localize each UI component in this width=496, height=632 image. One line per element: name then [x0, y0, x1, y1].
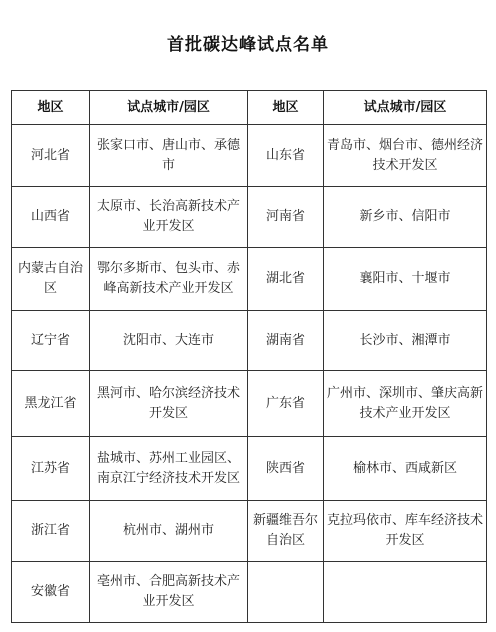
region-cell: 广东省 — [248, 371, 324, 437]
cities-cell: 克拉玛依市、库车经济技术开发区 — [324, 501, 487, 562]
cities-cell: 榆林市、西咸新区 — [324, 437, 487, 501]
header-region-left: 地区 — [12, 91, 90, 125]
cities-cell: 新乡市、信阳市 — [324, 187, 487, 248]
table-row — [12, 562, 487, 623]
cities-cell: 沈阳市、大连市 — [90, 311, 248, 371]
cities-cell — [324, 562, 487, 623]
cities-cell: 青岛市、烟台市、德州经济技术开发区 — [324, 125, 487, 187]
cities-cell: 太原市、长治高新技术产业开发区 — [90, 187, 248, 248]
region-cell: 湖南省 — [248, 311, 324, 371]
table-header-row — [12, 91, 487, 125]
region-cell: 内蒙古自治区 — [12, 248, 90, 311]
table-row — [12, 125, 487, 187]
region-cell: 陕西省 — [248, 437, 324, 501]
cities-cell: 鄂尔多斯市、包头市、赤峰高新技术产业开发区 — [90, 248, 248, 311]
region-cell: 新疆维吾尔自治区 — [248, 501, 324, 562]
header-region-right: 地区 — [248, 91, 324, 125]
table-row — [12, 437, 487, 501]
header-cities-right: 试点城市/园区 — [324, 91, 487, 125]
region-cell: 安徽省 — [12, 562, 90, 623]
table-row — [12, 311, 487, 371]
document-title: 首批碳达峰试点名单 — [167, 35, 329, 55]
region-cell: 河北省 — [12, 125, 90, 187]
region-cell: 辽宁省 — [12, 311, 90, 371]
cities-cell: 盐城市、苏州工业园区、南京江宁经济技术开发区 — [90, 437, 248, 501]
cities-cell: 张家口市、唐山市、承德市 — [90, 125, 248, 187]
region-cell: 山东省 — [248, 125, 324, 187]
cities-cell: 亳州市、合肥高新技术产业开发区 — [90, 562, 248, 623]
region-cell: 浙江省 — [12, 501, 90, 562]
cities-cell: 杭州市、湖州市 — [90, 501, 248, 562]
pilot-list-table — [11, 90, 487, 623]
region-cell: 湖北省 — [248, 248, 324, 311]
cities-cell: 黑河市、哈尔滨经济技术开发区 — [90, 371, 248, 437]
table-row — [12, 248, 487, 311]
region-cell — [248, 562, 324, 623]
cities-cell: 广州市、深圳市、肇庆高新技术产业开发区 — [324, 371, 487, 437]
region-cell: 黑龙江省 — [12, 371, 90, 437]
region-cell: 山西省 — [12, 187, 90, 248]
header-cities-left: 试点城市/园区 — [90, 91, 248, 125]
region-cell: 江苏省 — [12, 437, 90, 501]
cities-cell: 襄阳市、十堰市 — [324, 248, 487, 311]
region-cell: 河南省 — [248, 187, 324, 248]
table-row — [12, 501, 487, 562]
table-row — [12, 371, 487, 437]
table-row — [12, 187, 487, 248]
cities-cell: 长沙市、湘潭市 — [324, 311, 487, 371]
